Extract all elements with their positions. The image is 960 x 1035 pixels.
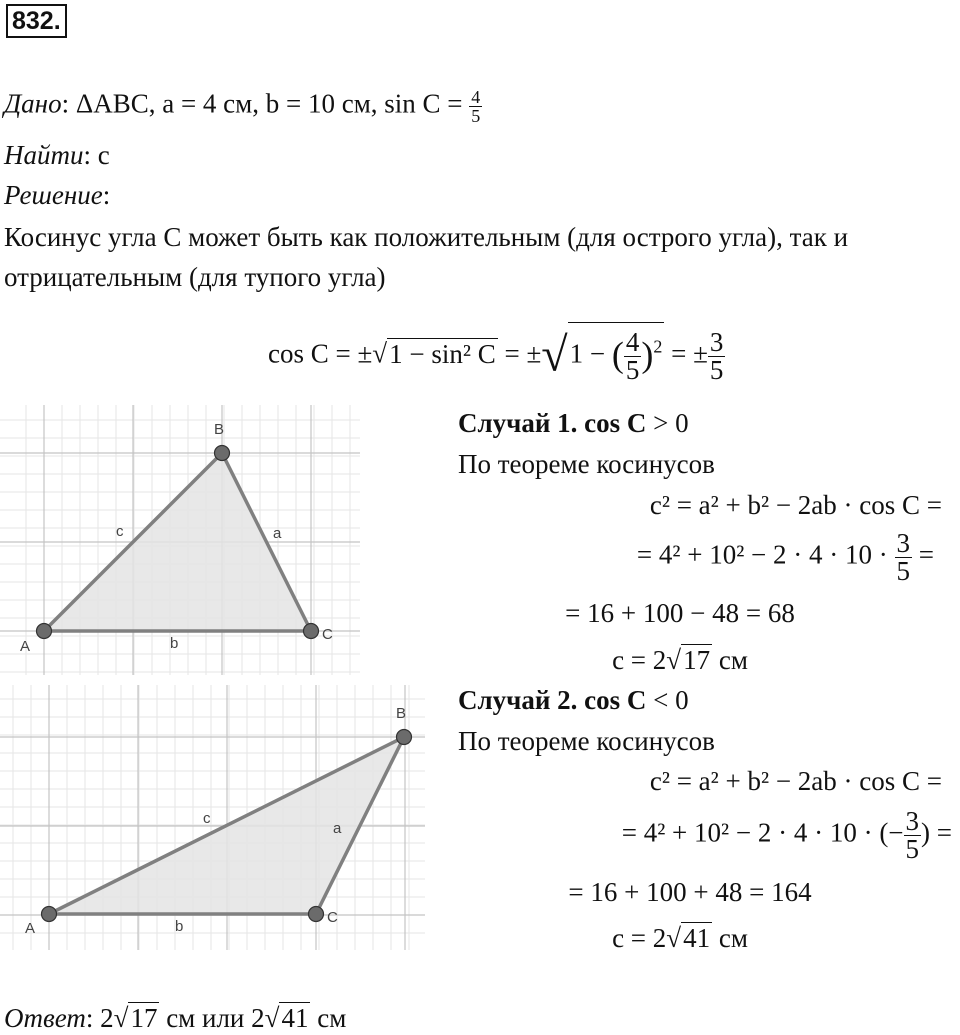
find-expr: : c bbox=[83, 140, 110, 170]
given-sin-fraction bbox=[469, 88, 482, 125]
case2-line3: = 16 + 100 + 48 = 164 bbox=[568, 877, 812, 907]
case1-fraction bbox=[895, 530, 913, 585]
case1-line3: = 16 + 100 − 48 = 68 bbox=[565, 598, 795, 628]
label-C-2: C bbox=[327, 909, 338, 926]
case2-line4 bbox=[460, 923, 900, 954]
find-line bbox=[4, 140, 110, 171]
vertex-c-2 bbox=[309, 907, 324, 922]
vertex-a-1 bbox=[37, 624, 52, 639]
case1-theorem: По теореме косинусов bbox=[458, 449, 715, 479]
solution-heading bbox=[4, 180, 110, 211]
case1-line1: c² = a² + b² − 2ab · cos C = bbox=[649, 490, 942, 520]
case2-line2-suffix: ) = bbox=[921, 817, 952, 848]
res-num: 3 bbox=[709, 327, 724, 357]
find-label: Найти bbox=[4, 140, 84, 170]
triangle-figure-1 bbox=[0, 405, 360, 675]
cos-mid: = ± bbox=[497, 338, 542, 369]
sqrt-icon: √ bbox=[372, 338, 388, 369]
cos-rad1: 1 − sin² C bbox=[389, 338, 496, 369]
vertex-b-2 bbox=[397, 730, 412, 745]
label-c-2: c bbox=[203, 810, 211, 827]
answer-text3: см bbox=[310, 1003, 347, 1033]
paren-fraction bbox=[624, 329, 642, 384]
right-paren: ) bbox=[641, 334, 654, 375]
vertex-b-1 bbox=[215, 446, 230, 461]
case2-line1: c² = a² + b² − 2ab · cos C = bbox=[649, 766, 942, 796]
case1-line2-suffix: = bbox=[912, 539, 934, 570]
given-expr: : ΔABC, a = 4 см, b = 10 см, sin C = bbox=[61, 88, 470, 119]
case1-line4 bbox=[460, 645, 900, 676]
cos-pow: 2 bbox=[653, 336, 663, 357]
solution-label: Решение bbox=[4, 180, 103, 210]
cos-inner: 1 − bbox=[569, 338, 612, 369]
case1-cond: > 0 bbox=[646, 408, 689, 438]
cos-formula bbox=[268, 322, 725, 384]
case1-line4-prefix: c = 2 bbox=[612, 645, 667, 675]
case2-fraction bbox=[904, 808, 922, 863]
label-B-1: B bbox=[214, 421, 225, 438]
problem-number: 832. bbox=[6, 4, 67, 38]
left-paren: ( bbox=[611, 334, 624, 375]
sqrt-icon: √ bbox=[264, 1003, 280, 1033]
case1-line4-rad: 17 bbox=[683, 645, 711, 675]
given-sin-num: 4 bbox=[471, 87, 481, 107]
case2-heading bbox=[458, 685, 689, 716]
intro-line-2: отрицательным (для тупого угла) bbox=[4, 262, 386, 292]
sqrt-icon: √ bbox=[113, 1003, 129, 1033]
cos-rad2 bbox=[568, 322, 665, 384]
answer-text1: : 2 bbox=[85, 1003, 114, 1033]
label-A-2: A bbox=[25, 920, 36, 937]
vertex-a-2 bbox=[42, 907, 57, 922]
case2-title: Случай 2. cos C bbox=[458, 685, 647, 715]
case1-line2-prefix: = 4² + 10² − 2 · 4 · 10 · bbox=[636, 539, 895, 570]
case2-theorem: По теореме косинусов bbox=[458, 726, 715, 756]
big-sqrt-icon: √ bbox=[541, 328, 568, 382]
given-line bbox=[4, 88, 482, 125]
answer-line bbox=[4, 1003, 346, 1034]
paren-den: 5 bbox=[625, 355, 640, 385]
answer-rad1: 17 bbox=[130, 1003, 158, 1033]
intro-line-1: Косинус угла C может быть как положительным (для острого угла), так и bbox=[4, 222, 849, 252]
case2-line2-prefix: = 4² + 10² − 2 · 4 · 10 · (− bbox=[621, 817, 904, 848]
case2-line4-rad: 41 bbox=[683, 923, 711, 953]
sqrt-icon: √ bbox=[666, 923, 682, 953]
triangle-figure-2 bbox=[0, 685, 425, 950]
answer-label: Ответ bbox=[4, 1003, 86, 1033]
case2-den: 5 bbox=[905, 834, 920, 864]
answer-rad2: 41 bbox=[281, 1003, 309, 1033]
case1-line4-suffix: см bbox=[712, 645, 748, 675]
label-A-1: A bbox=[20, 638, 31, 655]
given-label: Дано bbox=[4, 88, 62, 119]
label-C-1: C bbox=[322, 626, 333, 643]
label-b-1: b bbox=[170, 635, 179, 652]
paren-num: 4 bbox=[625, 327, 640, 357]
case1-line2 bbox=[637, 530, 934, 585]
case2-line4-suffix: см bbox=[712, 923, 748, 953]
vertex-c-1 bbox=[304, 624, 319, 639]
given-sin-den: 5 bbox=[471, 106, 481, 126]
case1-title: Случай 1. cos C bbox=[458, 408, 647, 438]
case1-num: 3 bbox=[896, 528, 911, 558]
label-b-2: b bbox=[175, 918, 184, 935]
case1-heading bbox=[458, 408, 689, 439]
label-c-1: c bbox=[116, 523, 124, 540]
case2-line4-prefix: c = 2 bbox=[612, 923, 667, 953]
answer-text2: см или 2 bbox=[159, 1003, 265, 1033]
case2-num: 3 bbox=[905, 806, 920, 836]
res-den: 5 bbox=[709, 355, 724, 385]
label-B-2: B bbox=[396, 705, 407, 722]
solution-colon: : bbox=[102, 180, 111, 210]
case2-line2 bbox=[622, 808, 952, 863]
label-a-2: a bbox=[333, 820, 342, 837]
cos-eq: = ± bbox=[664, 338, 708, 369]
case2-cond: < 0 bbox=[646, 685, 689, 715]
sqrt-icon: √ bbox=[666, 645, 682, 675]
result-fraction bbox=[708, 329, 726, 384]
cos-lhs: cos C = ± bbox=[268, 338, 373, 369]
label-a-1: a bbox=[273, 525, 282, 542]
case1-den: 5 bbox=[896, 556, 911, 586]
